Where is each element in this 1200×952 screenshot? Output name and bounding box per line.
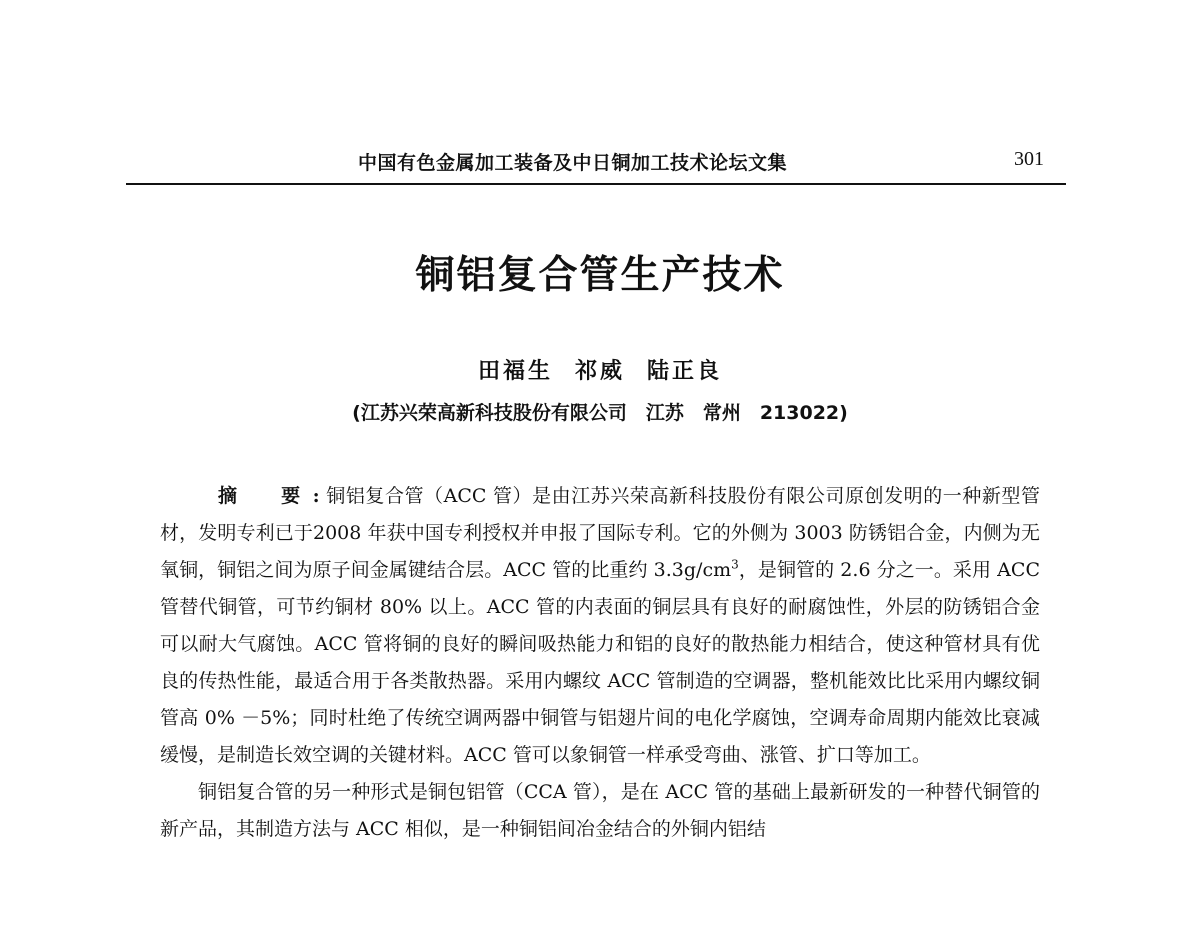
abstract-text-continued: ，是铜管的 2.6 分之一。采用 ACC 管替代铜管，可节约铜材 80% 以上。ACC 管的内表面的铜层具有良好的耐腐蚀性，外层的防锈铝合金可以耐大气腐蚀。ACC 管将铜的良好的瞬间吸热能力和铝的良好的散热能力相结合，使这种管材具有优良的传热性能，最适合用于各类散热器。采用内螺纹 ACC 管制造的空调器，整机能效比比采用内螺纹铜管高 0% －5%；同时杜绝了传统空调两器中铜管与铝翅片间的电化学腐蚀，空调寿命周期内能效比衰减缓慢，是制造长效空调的关键材料。ACC 管可以象铜管一样承受弯曲、涨管、扩口等加工。: [160, 559, 1040, 766]
author-name: 田福生: [477, 358, 553, 384]
page-number: 301: [1014, 148, 1044, 170]
author-list: [0, 354, 1200, 385]
author-name: 陆正良: [647, 358, 723, 384]
running-title: 中国有色金属加工装备及中日铜加工技术论坛文集: [358, 152, 788, 174]
body-text: [160, 478, 1040, 848]
header-rule: [126, 183, 1066, 185]
body-paragraph: 铜铝复合管的另一种形式是铜包铝管（CCA 管），是在 ACC 管的基础上最新研发的一种替代铜管的新产品，其制造方法与 ACC 相似，是一种铜铝间冶金结合的外铜内铝结: [160, 781, 1040, 840]
abstract-paragraph: [160, 478, 1040, 774]
superscript: 3: [731, 557, 739, 572]
article-title: 铜铝复合管生产技术: [415, 252, 785, 298]
abstract-label: 摘 要: [218, 485, 313, 507]
abstract-text: 铜铝复合管（ACC 管）是由江苏兴荣高新科技股份有限公司原创发明的一种新型管材，发明专利已于2008 年获中国专利授权并申报了国际专利。它的外侧为 3003 防锈铝合金，内侧为无氧铜，铜铝之间为原子间金属键结合层。ACC 管的比重约 3.3g/cm: [160, 485, 1040, 581]
author-name: 祁威: [574, 358, 625, 384]
abstract-label-colon: :: [312, 485, 320, 507]
author-affiliation: (江苏兴荣高新科技股份有限公司 江苏 常州 213022): [352, 402, 848, 424]
running-header: [126, 148, 1066, 180]
